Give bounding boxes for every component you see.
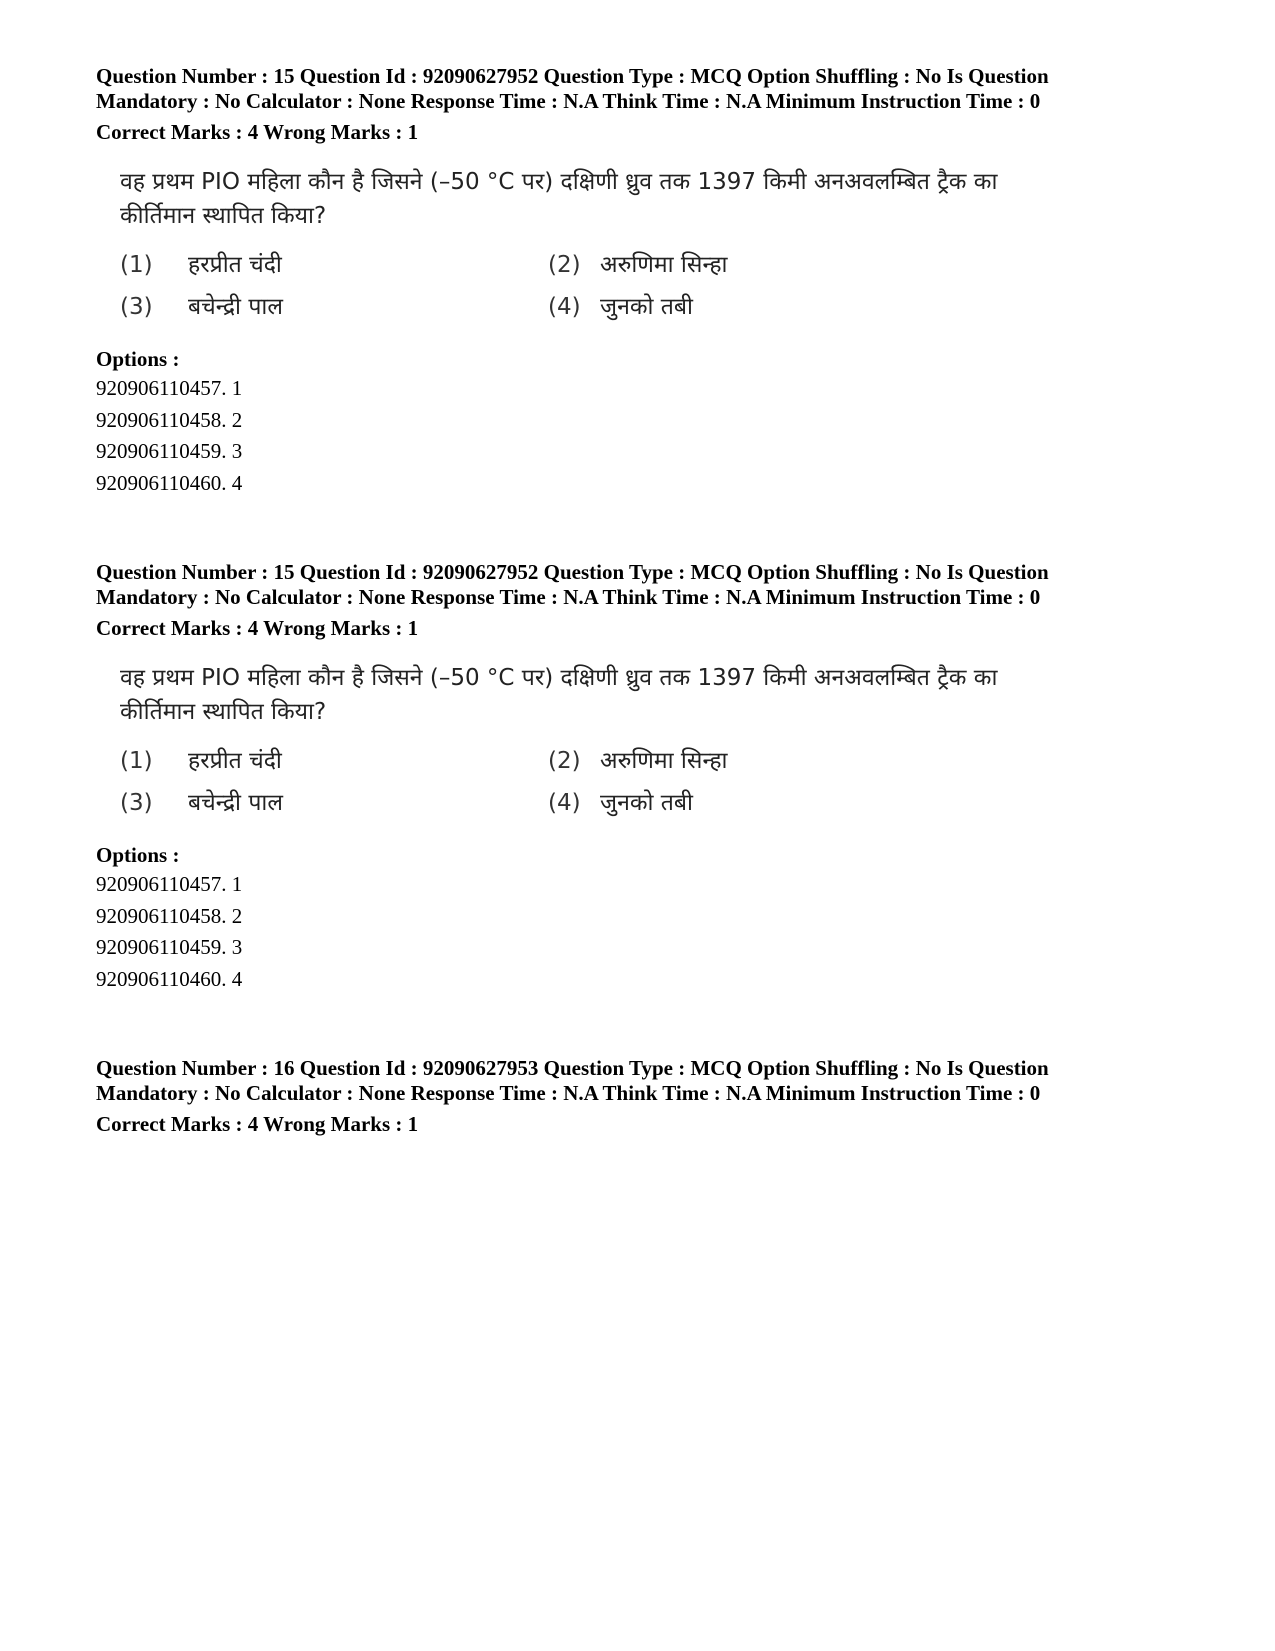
option-id-line: 920906110458. 2 xyxy=(96,903,243,928)
question-image xyxy=(120,165,1060,333)
choice-item: (3) बचेन्द्री पाल xyxy=(120,790,283,816)
choice-item: (2) अरुणिमा सिन्हा xyxy=(548,748,728,774)
choice-item: (1) हरप्रीत चंदी xyxy=(120,748,282,774)
options-title: Options : xyxy=(96,843,180,867)
question-meta: Question Number : 15 Question Id : 92090627952 Question Type : MCQ Option Shuffling : No Is Question Mandatory : No Calculator : None Response Time : N.A Think Time : N.A Minimum Instruction Time : 0 xyxy=(96,64,1049,113)
question-block xyxy=(96,64,1196,499)
question-meta: Question Number : 16 Question Id : 92090627953 Question Type : MCQ Option Shuffling : No Is Question Mandatory : No Calculator : None Response Time : N.A Think Time : N.A Minimum Instruction Time : 0 xyxy=(96,1056,1049,1105)
option-id-line: 920906110457. 1 xyxy=(96,872,243,896)
question-text: वह प्रथम PIO महिला कौन है जिसने (–50 °C पर) दक्षिणी ध्रुव तक 1397 किमी अनअवलम्बित ट्रैक का कीर्तिमान स्थापित किया? xyxy=(120,665,998,725)
question-block xyxy=(96,560,1196,995)
choice-item: (4) जुनको तबी xyxy=(548,790,693,816)
question-text: वह प्रथम PIO महिला कौन है जिसने (–50 °C पर) दक्षिणी ध्रुव तक 1397 किमी अनअवलम्बित ट्रैक का कीर्तिमान स्थापित किया? xyxy=(120,169,998,229)
choice-grid xyxy=(120,243,1060,333)
question-marks: Correct Marks : 4 Wrong Marks : 1 xyxy=(96,120,419,144)
question-meta: Question Number : 15 Question Id : 92090627952 Question Type : MCQ Option Shuffling : No Is Question Mandatory : No Calculator : None Response Time : N.A Think Time : N.A Minimum Instruction Time : 0 xyxy=(96,560,1049,609)
options-title: Options : xyxy=(96,347,180,371)
choice-item: (2) अरुणिमा सिन्हा xyxy=(548,252,728,278)
option-id-line: 920906110458. 2 xyxy=(96,407,243,432)
option-id-line: 920906110459. 3 xyxy=(96,935,243,959)
choice-item: (3) बचेन्द्री पाल xyxy=(120,294,283,320)
choice-grid xyxy=(120,739,1060,829)
question-marks: Correct Marks : 4 Wrong Marks : 1 xyxy=(96,1112,419,1136)
question-image xyxy=(120,661,1060,829)
question-marks: Correct Marks : 4 Wrong Marks : 1 xyxy=(96,616,419,640)
option-id-line: 920906110457. 1 xyxy=(96,376,243,400)
question-block xyxy=(96,1056,1196,1137)
option-id-line: 920906110460. 4 xyxy=(96,470,243,495)
option-id-line: 920906110460. 4 xyxy=(96,966,243,991)
choice-item: (1) हरप्रीत चंदी xyxy=(120,252,282,278)
choice-item: (4) जुनको तबी xyxy=(548,294,693,320)
option-id-line: 920906110459. 3 xyxy=(96,439,243,463)
